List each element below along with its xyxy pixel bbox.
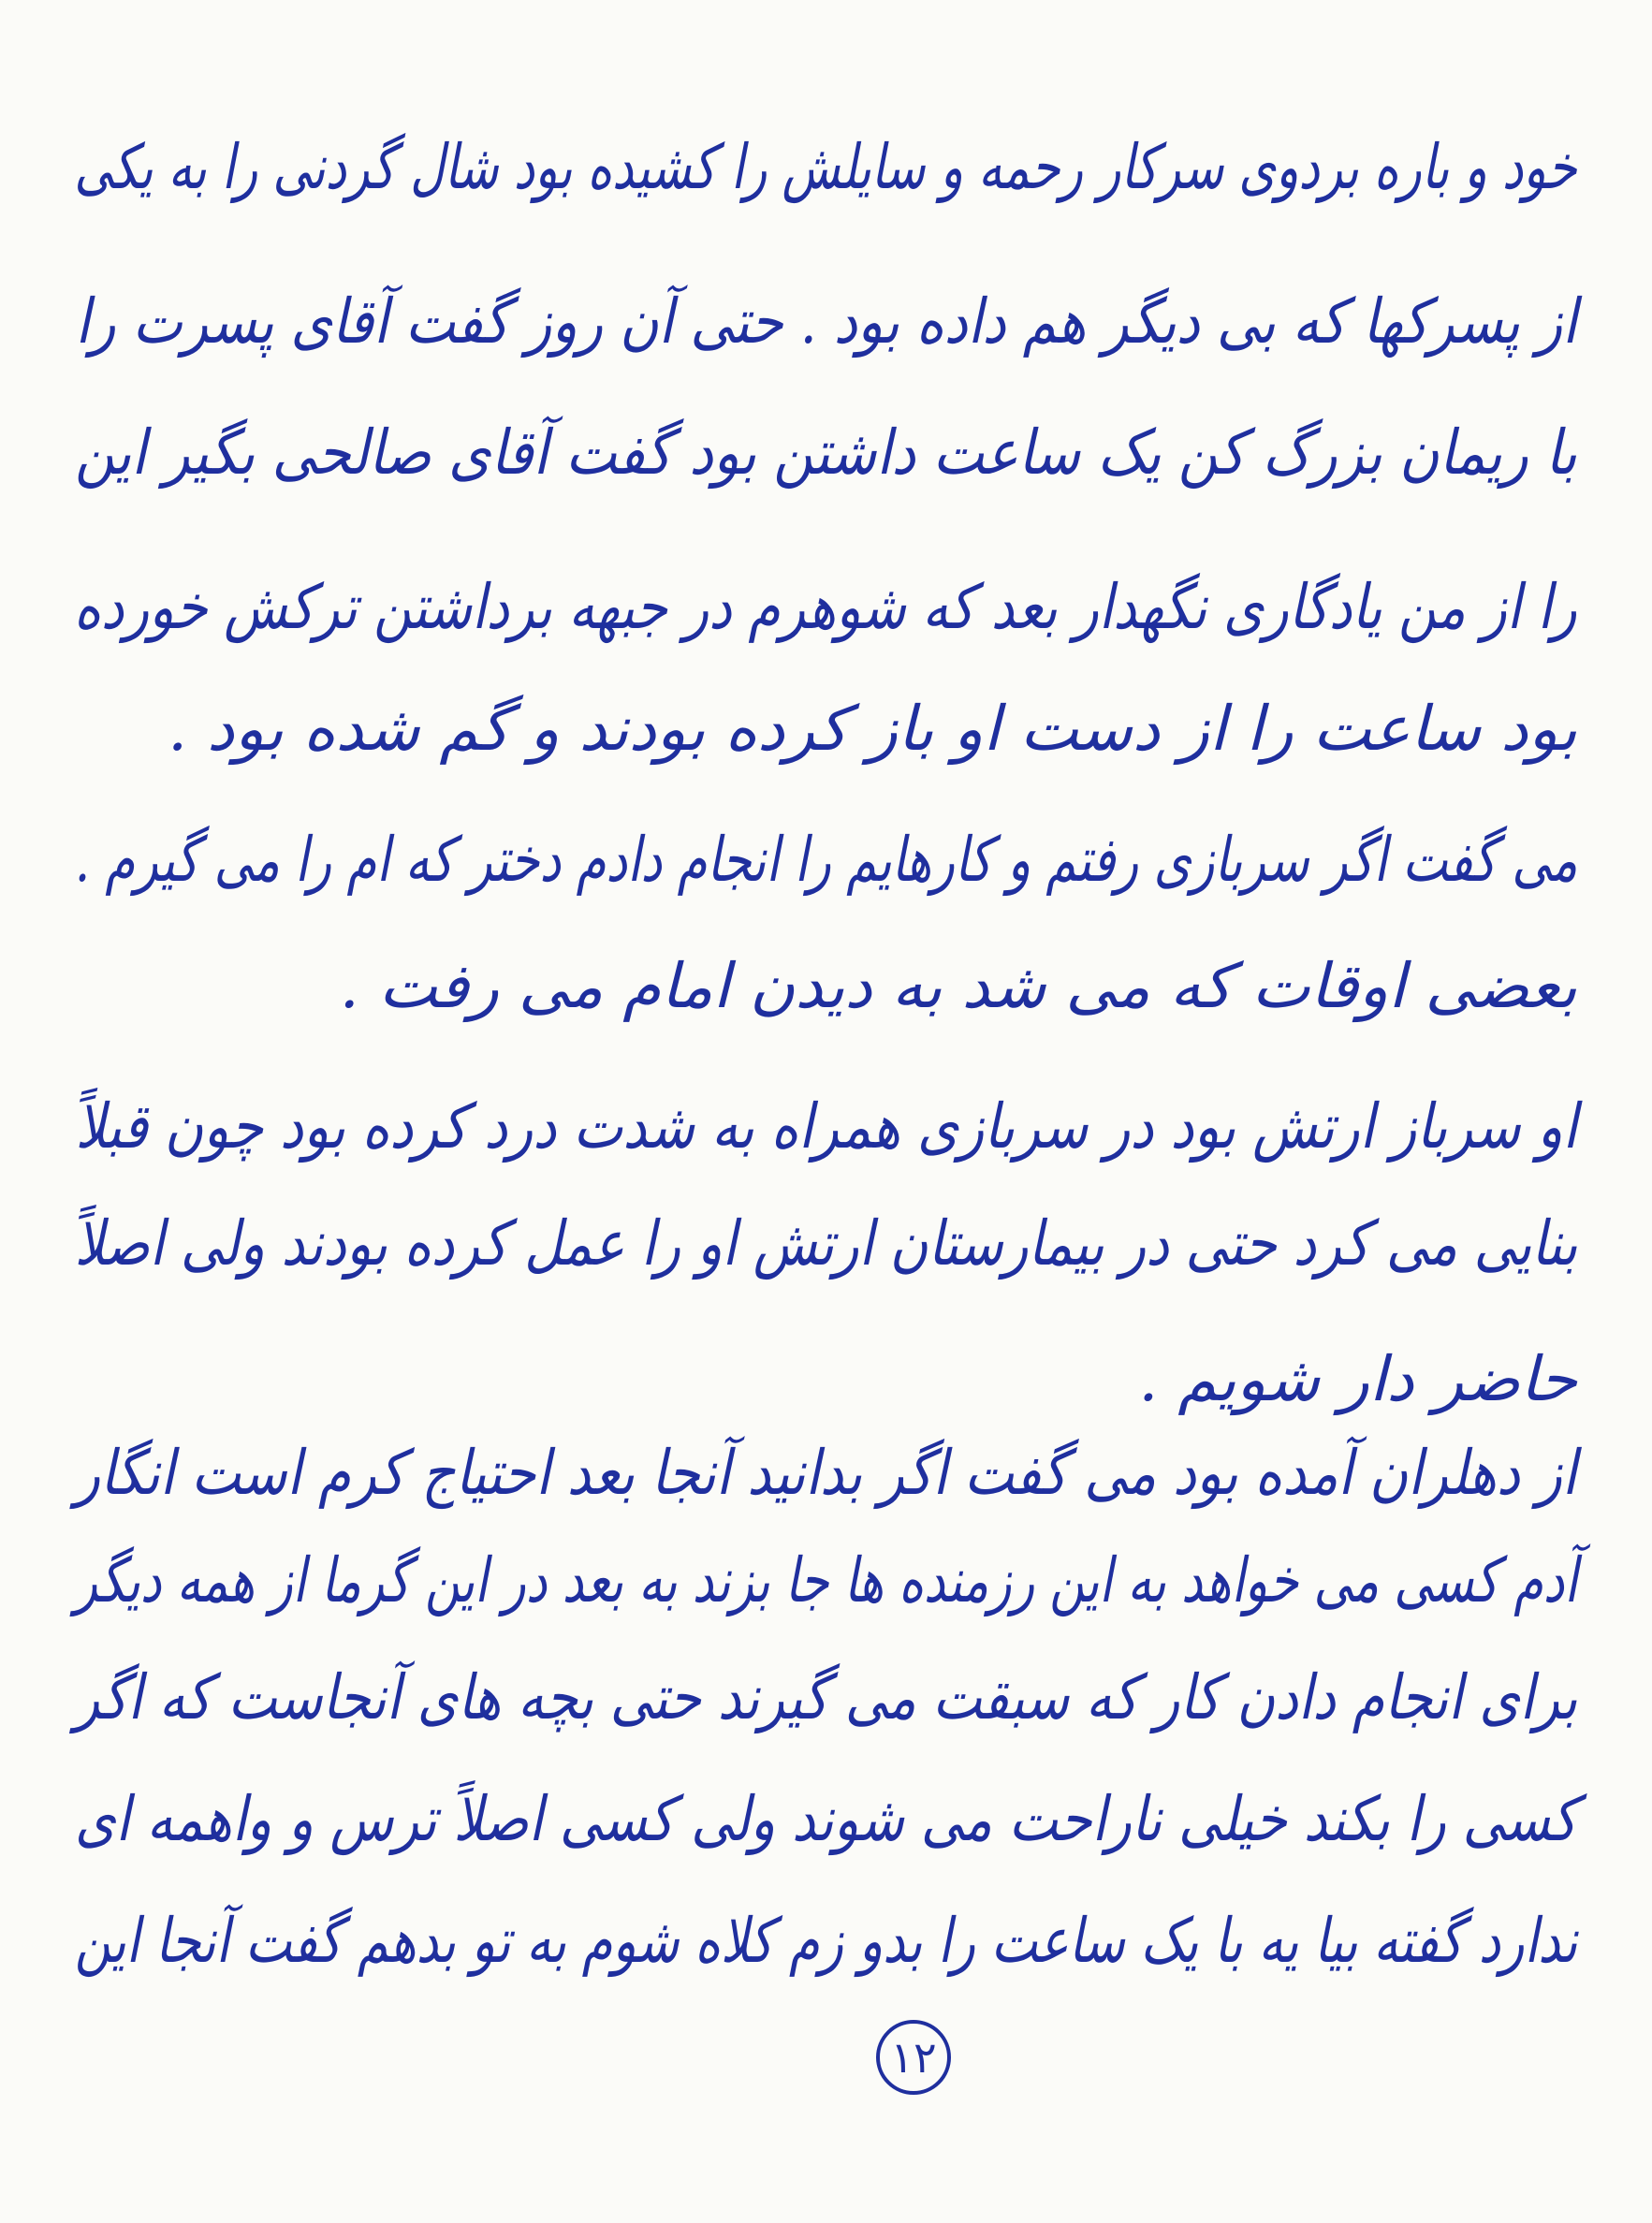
text-line-5: بود ساعت را از دست او باز کرده بودند و گم شده بود . (168, 693, 1577, 765)
page-number: ١٢ (876, 2020, 951, 2095)
text-line-7: بعضی اوقات که می شد به دیدن امام می رفت . (339, 950, 1577, 1022)
text-line-6: می گفت اگر سربازی رفتم و کارهایم را انجام دادم دختر که ام را می گیرم . (74, 824, 1577, 896)
text-line-15: ندارد گفته بیا یه با یک ساعت را بدو زم کلاه شوم به تو بدهم گفت آنجا این (74, 1905, 1577, 1977)
text-line-10: حاضر دار شویم . (1138, 1343, 1577, 1415)
text-line-3: با ریمان بزرگ کن یک ساعت داشتن بود گفت آقای صالحی بگیر این (75, 417, 1577, 489)
text-line-9: بنایی می کرد حتی در بیمارستان ارتش او را عمل کرده بودند ولی اصلاً (74, 1207, 1577, 1280)
text-line-1: خود و باره بردوی سرکار رحمه و سایلش را کشیده بود شال گردنی را به یکی (74, 131, 1577, 203)
text-line-8: او سرباز ارتش بود در سربازی همراه به شدت درد کرده بود چون قبلاً (75, 1090, 1577, 1163)
text-line-13: برای انجام دادن کار که سبقت می گیرند حتی بچه های آنجاست که اگر (74, 1661, 1577, 1733)
text-line-14: کسی را بکند خیلی ناراحت می شوند ولی کسی اصلاً ترس و واهمه ای (74, 1783, 1577, 1855)
text-line-4: را از من یادگاری نگهدار بعد که شوهرم در جبهه برداشتن ترکش خورده (74, 571, 1577, 643)
text-line-2: از پسرکها که بی دیگر هم داده بود . حتی آن روز گفت آقای پسرت را (75, 285, 1577, 358)
text-line-11: از دهلران آمده بود می گفت اگر بدانید آنجا بعد احتیاج کرم است انگار (75, 1437, 1577, 1509)
text-line-12: آدم کسی می خواهد به این رزمنده ها جا بزند به بعد در این گرما از همه دیگر (74, 1544, 1577, 1616)
